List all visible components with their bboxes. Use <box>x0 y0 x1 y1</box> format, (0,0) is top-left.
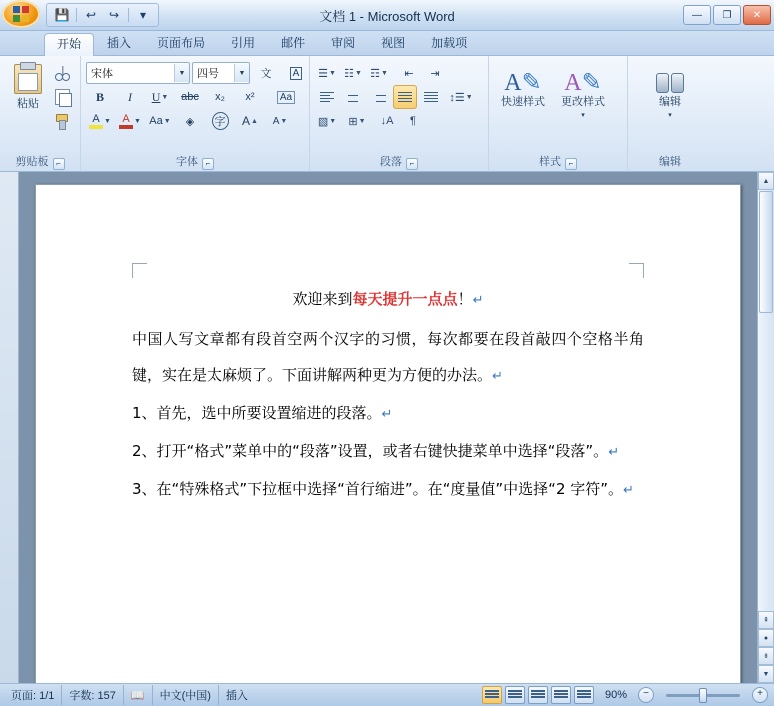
tab-mailings[interactable]: 邮件 <box>281 36 306 50</box>
text-highlight-button[interactable] <box>86 109 114 133</box>
document-paragraph-1 <box>132 321 644 395</box>
decrease-indent-button[interactable] <box>397 61 421 85</box>
editing-button[interactable] <box>641 67 699 125</box>
character-border-icon: A <box>290 67 303 80</box>
margin-corner-top-right <box>629 263 644 278</box>
character-shading-icon: ◈ <box>185 115 195 128</box>
group-clipboard <box>0 56 81 171</box>
scroll-down-button[interactable]: ▼ <box>758 665 774 683</box>
paragraph-dialog-launcher[interactable]: ⌐ <box>406 158 418 170</box>
character-border-button[interactable] <box>282 61 310 85</box>
align-right-icon <box>372 92 386 103</box>
group-font <box>81 56 310 171</box>
paragraph-2-text: 1、首先，选中所要设置缩进的段落。 <box>132 404 382 422</box>
borders-icon: ⊞ <box>348 115 358 128</box>
ribbon <box>0 56 774 172</box>
group-title-font-text: 字体 <box>176 156 198 168</box>
quick-access-toolbar <box>46 3 159 27</box>
bullets-button[interactable] <box>315 61 339 85</box>
italic-icon: I <box>128 89 132 104</box>
paragraph-mark-icon: ↵ <box>472 293 484 308</box>
document-paragraph-3 <box>132 433 644 471</box>
group-editing <box>628 56 712 171</box>
line-spacing-chevron-down-icon[interactable]: ▼ <box>465 93 473 101</box>
grow-font-arrow-icon: ▲ <box>251 117 258 125</box>
change-styles-label: 更改样式 <box>561 96 605 108</box>
group-styles <box>489 56 628 171</box>
show-formatting-marks-button[interactable] <box>401 109 425 133</box>
redo-icon[interactable]: ↪ <box>108 8 120 22</box>
bold-icon: B <box>95 89 104 104</box>
line-spacing-button[interactable] <box>449 85 473 109</box>
group-title-styles-text: 样式 <box>539 156 561 168</box>
clipboard-dialog-launcher[interactable]: ⌐ <box>53 158 65 170</box>
view-print-layout-button[interactable] <box>482 686 502 704</box>
office-logo-icon <box>13 6 29 22</box>
grow-font-button[interactable] <box>236 109 264 133</box>
paragraph-4-text: 3、在“特殊格式”下拉框中选择“首行缩进”。在“度量值”中选择“2 字符”。 <box>132 480 624 498</box>
font-name-value: 宋体 <box>91 68 113 80</box>
font-size-value: 四号 <box>197 68 219 80</box>
superscript-icon: x² <box>245 91 255 103</box>
enclose-characters-button[interactable] <box>206 109 234 133</box>
line-spacing-icon: ↕☰ <box>449 91 465 104</box>
group-title-font <box>86 155 304 171</box>
phonetic-guide-icon: 文 <box>260 68 272 80</box>
binoculars-icon <box>655 70 685 96</box>
qat-divider-2 <box>128 8 129 22</box>
window-title: 文档 1 - Microsoft Word <box>319 8 455 24</box>
document-page[interactable] <box>35 184 741 683</box>
view-outline-button[interactable] <box>551 686 571 704</box>
group-title-clipboard <box>5 155 75 171</box>
pilcrow-icon: ¶ <box>410 115 416 127</box>
highlight-icon: A <box>89 114 103 129</box>
increase-indent-icon: ⇥ <box>430 67 440 80</box>
distribute-icon <box>424 92 438 103</box>
align-center-button[interactable] <box>341 85 365 109</box>
qat-divider <box>76 8 77 22</box>
character-shading-button[interactable] <box>176 109 204 133</box>
scroll-up-button[interactable]: ▲ <box>758 172 774 190</box>
shading-button[interactable] <box>315 109 339 133</box>
zoom-out-button[interactable]: − <box>638 687 654 703</box>
phonetic-guide-button[interactable] <box>252 61 280 85</box>
zoom-thumb[interactable] <box>699 688 707 703</box>
vertical-scrollbar[interactable] <box>757 172 774 683</box>
enclose-characters-icon: 字 <box>212 112 229 130</box>
editing-label: 编辑 <box>659 96 681 108</box>
group-title-clipboard-text: 剪贴板 <box>15 156 49 168</box>
format-painter-button[interactable] <box>51 110 73 132</box>
paragraph-mark-icon-1: ↵ <box>492 369 503 384</box>
italic-button[interactable] <box>116 85 144 109</box>
justify-button[interactable] <box>393 85 417 109</box>
paragraph-mark-icon-3: ↵ <box>608 445 620 460</box>
view-web-layout-button[interactable] <box>528 686 548 704</box>
paintbrush-icon <box>54 114 70 128</box>
align-center-icon <box>346 92 360 103</box>
decrease-indent-icon: ⇤ <box>404 67 414 80</box>
scissors-icon <box>55 66 70 81</box>
font-color-button[interactable] <box>116 109 144 133</box>
quick-styles-button[interactable] <box>494 67 552 112</box>
change-case-icon: Aa <box>149 115 163 127</box>
proofing-icon: 📖 <box>130 689 145 702</box>
underline-button[interactable] <box>146 85 174 109</box>
borders-chevron-down-icon[interactable]: ▼ <box>358 117 366 125</box>
status-insert-mode[interactable]: 插入 <box>225 690 248 702</box>
paragraph-3-text: 2、打开“格式”菜单中的“段落”设置，或者右键快捷菜单中选择“段落”。 <box>132 442 609 460</box>
margin-corner-top-left <box>132 263 147 278</box>
change-case-button[interactable] <box>146 109 174 133</box>
align-right-button[interactable] <box>367 85 391 109</box>
paragraph-row-1 <box>315 61 447 85</box>
tab-review[interactable]: 审阅 <box>331 36 356 50</box>
paragraph-row-3 <box>315 109 425 133</box>
scroll-next-page-button[interactable]: ⇟ <box>758 647 774 665</box>
numbering-button[interactable] <box>341 61 365 85</box>
underline-chevron-down-icon[interactable]: ▼ <box>161 93 169 101</box>
scroll-previous-page-button[interactable]: ⇞ <box>758 611 774 629</box>
close-button[interactable]: ✕ <box>743 5 771 25</box>
font-dialog-launcher[interactable]: ⌐ <box>202 158 214 170</box>
copy-button[interactable] <box>51 86 73 108</box>
borders-button[interactable] <box>345 109 369 133</box>
subscript-icon: x₂ <box>215 91 225 103</box>
numbering-icon: ☷ <box>344 67 354 80</box>
editing-chevron-down-icon[interactable]: ▾ <box>668 112 672 119</box>
paste-icon <box>14 64 42 94</box>
cut-button[interactable] <box>51 62 73 84</box>
paragraph-mark-icon-2: ↵ <box>381 407 393 422</box>
subscript-button[interactable] <box>206 85 234 109</box>
status-word-count[interactable]: 字数: 157 <box>62 685 123 705</box>
tab-page-layout[interactable]: 页面布局 <box>157 36 206 50</box>
zoom-slider[interactable] <box>658 688 748 702</box>
change-styles-icon: A✎ <box>564 70 602 96</box>
strikethrough-button[interactable] <box>176 85 204 109</box>
shrink-font-arrow-icon: ▼ <box>280 117 288 125</box>
status-language[interactable]: 中文(中国) <box>153 685 219 705</box>
styles-dialog-launcher[interactable]: ⌐ <box>565 158 577 170</box>
view-draft-button[interactable] <box>574 686 594 704</box>
quick-styles-label: 快速样式 <box>501 96 545 108</box>
shrink-font-icon: A <box>272 115 280 127</box>
scrollbar-thumb[interactable] <box>759 191 773 313</box>
multilevel-list-icon: ☶ <box>370 67 380 80</box>
paste-label: 粘贴 <box>17 98 39 110</box>
tab-insert[interactable]: 插入 <box>107 36 132 50</box>
document-heading <box>132 281 644 319</box>
bold-button[interactable] <box>86 85 114 109</box>
font-row-3 <box>86 109 294 133</box>
sort-button[interactable] <box>375 109 399 133</box>
multilevel-chevron-down-icon[interactable]: ▼ <box>380 69 388 77</box>
tab-addins[interactable]: 加载项 <box>431 36 468 50</box>
justify-icon <box>398 92 412 103</box>
clear-formatting-button[interactable] <box>272 85 300 109</box>
numbering-chevron-down-icon[interactable]: ▼ <box>354 69 362 77</box>
paragraph-1-text: 中国人写文章都有段首空两个汉字的习惯，每次都要在段首敲四个空格半角键，实在是太麻烦了。下面讲解两种更为方便的办法。 <box>132 330 644 384</box>
tab-view[interactable]: 视图 <box>381 36 406 50</box>
font-color-icon: A <box>119 114 133 129</box>
shading-chevron-down-icon[interactable]: ▼ <box>329 117 337 125</box>
status-proofing[interactable] <box>124 685 153 705</box>
quick-styles-icon: A✎ <box>504 70 542 96</box>
document-area <box>0 172 774 683</box>
superscript-button[interactable] <box>236 85 264 109</box>
page-scroll-area[interactable] <box>19 172 757 683</box>
font-row-1 <box>86 61 310 85</box>
sort-icon: ↓A <box>380 115 394 127</box>
change-styles-button[interactable] <box>554 67 612 125</box>
document-text[interactable] <box>132 281 644 509</box>
bullets-icon: ☰ <box>318 67 328 80</box>
strikethrough-icon: abc <box>181 91 199 103</box>
window-controls <box>683 5 774 25</box>
office-button[interactable] <box>2 0 40 28</box>
font-name-chevron-down-icon[interactable]: ▼ <box>174 64 189 82</box>
change-case-chevron-down-icon[interactable]: ▼ <box>163 117 171 125</box>
clear-formatting-icon: Aa <box>277 91 295 104</box>
font-name-combo[interactable] <box>86 62 190 84</box>
ribbon-tabs <box>0 31 774 56</box>
title-bar <box>0 0 774 31</box>
vertical-ruler <box>0 172 19 683</box>
align-left-icon <box>320 92 334 103</box>
shading-icon: ▧ <box>317 115 329 128</box>
save-icon[interactable]: 💾 <box>54 8 70 22</box>
underline-icon: U <box>151 89 161 104</box>
status-right-cluster <box>482 685 770 705</box>
shrink-font-button[interactable] <box>266 109 294 133</box>
align-left-button[interactable] <box>315 85 339 109</box>
tab-references[interactable]: 引用 <box>231 36 256 50</box>
group-title-editing-text: 编辑 <box>659 156 681 168</box>
distribute-button[interactable] <box>419 85 443 109</box>
tab-home[interactable]: 开始 <box>44 33 94 56</box>
change-styles-chevron-down-icon[interactable]: ▾ <box>581 112 585 119</box>
status-bar <box>0 683 774 706</box>
status-page-number[interactable]: 页面: 1/1 <box>4 685 62 705</box>
zoom-in-button[interactable]: + <box>752 687 768 703</box>
view-full-screen-reading-button[interactable] <box>505 686 525 704</box>
font-color-chevron-down-icon[interactable]: ▼ <box>134 117 141 125</box>
minimize-button[interactable]: — <box>683 5 711 25</box>
grow-font-icon: A <box>242 114 251 128</box>
copy-icon <box>55 89 70 105</box>
zoom-level[interactable]: 90% <box>604 689 627 701</box>
document-paragraph-2 <box>132 395 644 433</box>
maximize-button[interactable]: ❐ <box>713 5 741 25</box>
highlight-chevron-down-icon[interactable]: ▼ <box>104 117 111 125</box>
customize-qat-chevron-down-icon[interactable]: ▾ <box>139 8 147 22</box>
view-buttons <box>482 686 594 704</box>
bullets-chevron-down-icon[interactable]: ▼ <box>328 69 336 77</box>
multilevel-list-button[interactable] <box>367 61 391 85</box>
group-title-editing <box>633 155 707 171</box>
group-paragraph <box>310 56 489 171</box>
group-title-paragraph-text: 段落 <box>380 156 402 168</box>
scrollbar-track[interactable] <box>758 314 774 611</box>
font-size-chevron-down-icon[interactable]: ▼ <box>234 64 249 82</box>
undo-icon[interactable]: ↩ <box>85 8 97 22</box>
group-title-styles <box>494 155 622 171</box>
paste-button[interactable] <box>4 61 52 113</box>
font-size-combo[interactable] <box>192 62 250 84</box>
select-browse-object-button[interactable]: ● <box>758 629 774 647</box>
heading-suffix: ！ <box>457 290 473 308</box>
document-paragraph-4 <box>132 471 644 509</box>
group-title-paragraph <box>315 155 483 171</box>
heading-highlight: 每天提升一点点 <box>352 290 458 308</box>
increase-indent-button[interactable] <box>423 61 447 85</box>
paragraph-mark-icon-4: ↵ <box>623 483 634 498</box>
heading-prefix: 欢迎来到 <box>292 290 353 308</box>
font-row-2 <box>86 85 300 109</box>
paragraph-row-2 <box>315 85 473 109</box>
